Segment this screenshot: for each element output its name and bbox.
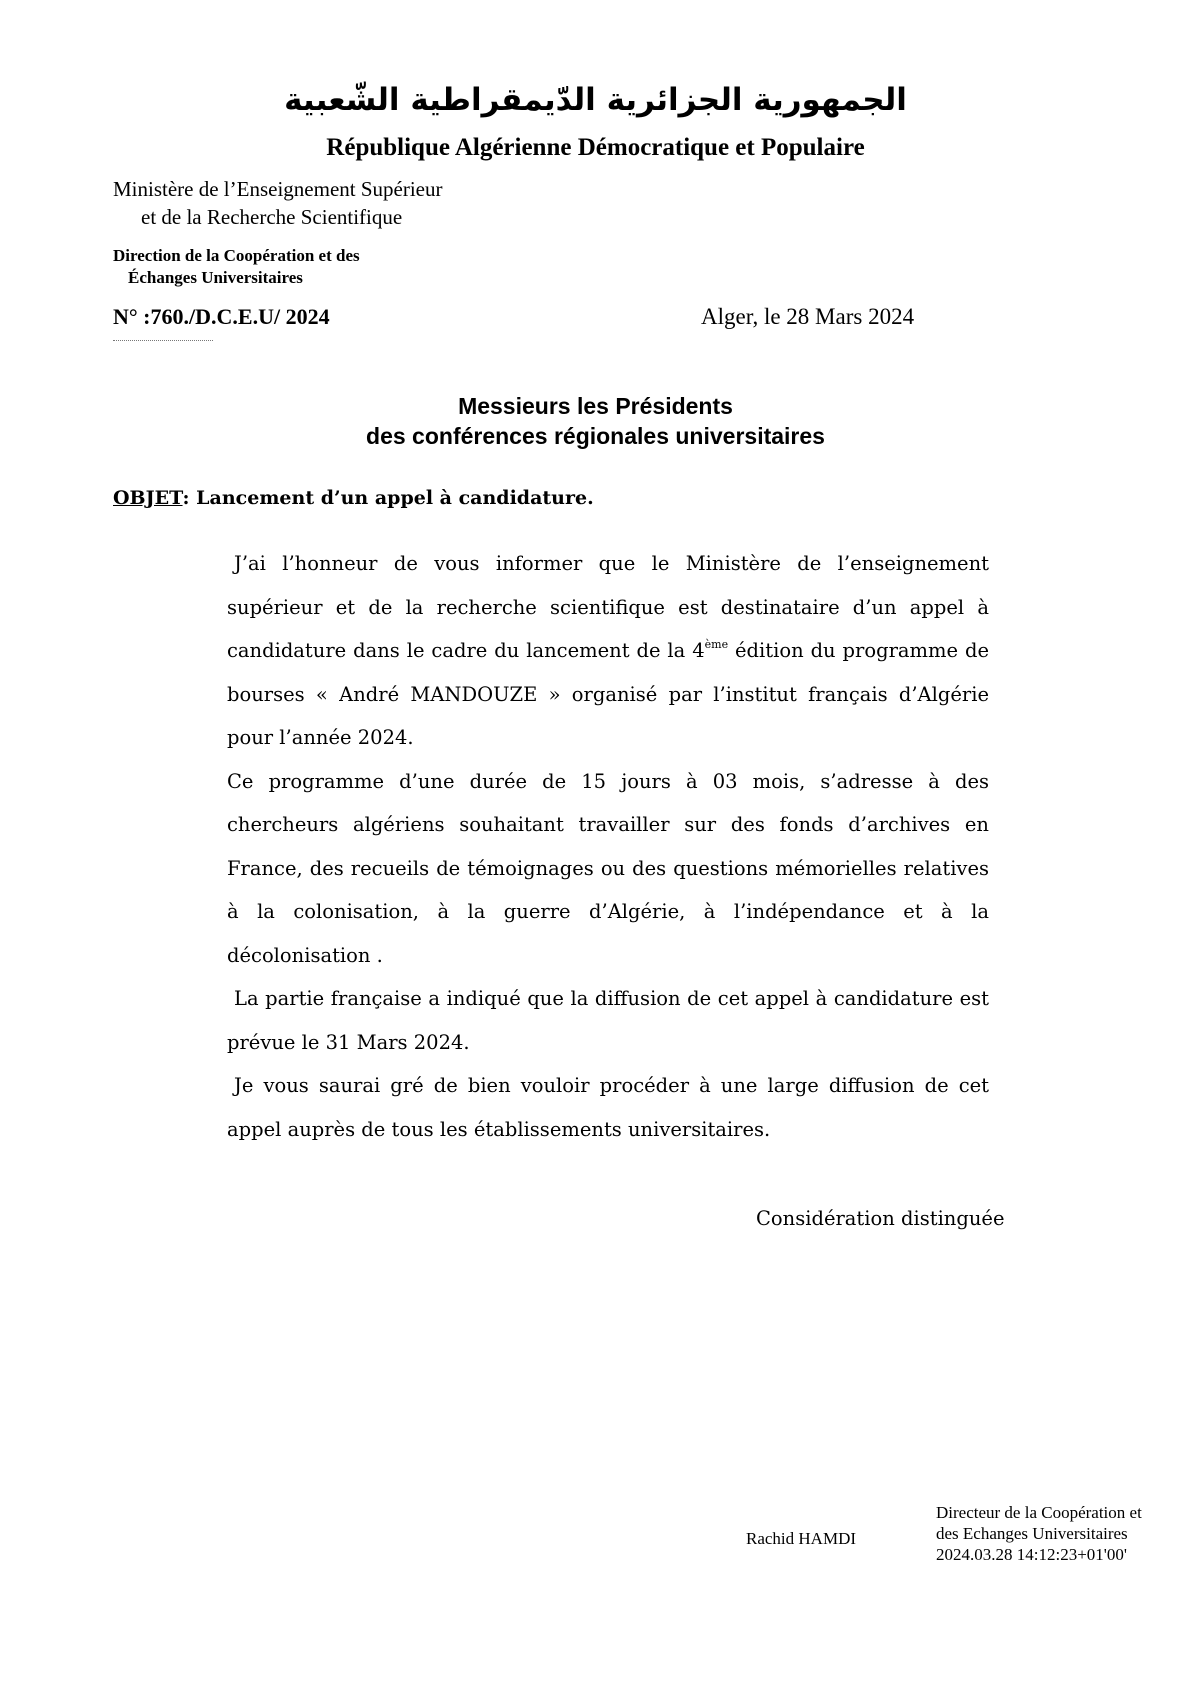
body-paragraph-1-text-a: J’ai l’honneur de vous informer que le Ministère de l’enseignement supérieur et de la recherche scientifique est destinataire d’un appel à candidature dans le cadre du lancement de la 4 — [227, 552, 989, 662]
digital-signature-block — [936, 1502, 1142, 1565]
closing-formula: Considération distinguée — [756, 1207, 1005, 1230]
recipient-line1: Messieurs les Présidents — [458, 393, 733, 419]
ordinal-superscript: ème — [704, 638, 729, 651]
letter-body — [227, 542, 989, 1151]
body-paragraph-2: Ce programme d’une durée de 15 jours à 03 mois, s’adresse à des chercheurs algériens souhaitant travailler sur des fonds d’archives en France, des recueils de témoignages ou des questions mémorielles relatives à la colonisation, à la guerre d’Algérie, à l’indépendance et à la décolonisation . — [227, 769, 989, 967]
reference-dotted-line — [113, 330, 213, 341]
signature-timestamp: 2024.03.28 14:12:23+01'00' — [936, 1545, 1127, 1564]
ministry-name-line2: et de la Recherche Scientifique — [141, 205, 403, 229]
reference-number: N° :760./D.C.E.U/ 2024 — [113, 304, 330, 329]
arabic-republic-title: الجمهورية الجزائرية الدّيمقراطية الشّعبية — [284, 82, 907, 118]
body-paragraph-4 — [227, 1064, 989, 1151]
body-paragraph-4-text: Je vous saurai gré de bien vouloir procéder à une large diffusion de cet appel auprès de tous les établissements universitaires. — [227, 1074, 989, 1141]
subject-line — [113, 487, 594, 509]
subject-text: : Lancement d’un appel à candidature. — [182, 487, 594, 509]
body-paragraph-3 — [227, 977, 989, 1064]
ministry-name-line1: Ministère de l’Enseignement Supérieur — [113, 177, 443, 201]
body-paragraph-1 — [227, 542, 989, 760]
body-paragraph-3-text: La partie française a indiqué que la diffusion de cet appel à candidature est prévue le 31 Mars 2024. — [227, 987, 989, 1054]
body-paragraph-1-text-b: édition du programme de bourses « André MANDOUZE » organisé par l’institut français d’Algérie pour l’année 2024. — [227, 639, 989, 749]
place-and-date: Alger, le 28 Mars 2024 — [701, 304, 915, 329]
subject-label: OBJET — [113, 487, 183, 509]
republic-title: République Algérienne Démocratique et Populaire — [326, 134, 865, 161]
direction-name-line1: Direction de la Coopération et des — [113, 246, 360, 265]
signatory-title-line2: des Echanges Universitaires — [936, 1524, 1128, 1543]
direction-name-line2: Échanges Universitaires — [128, 268, 303, 287]
signatory-name: Rachid HAMDI — [746, 1529, 857, 1548]
signatory-title-line1: Directeur de la Coopération et — [936, 1503, 1142, 1522]
recipient-line2: des conférences régionales universitaires — [366, 423, 825, 449]
